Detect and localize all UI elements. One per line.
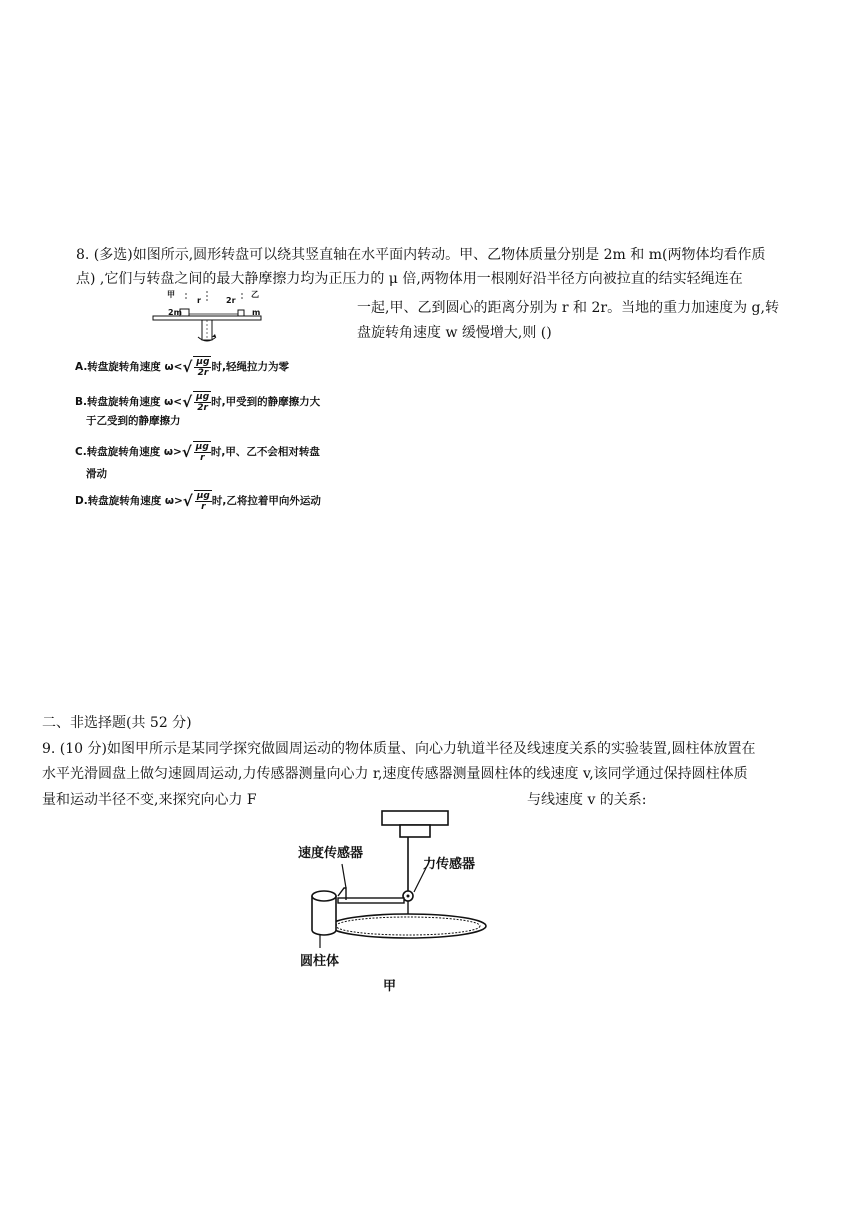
section-2-title: 二、非选择题(共 52 分) bbox=[42, 715, 192, 731]
q9-line-3a: 量和运动半径不变,来探究向心力 F bbox=[42, 792, 257, 808]
q9-line-2: 水平光滑圆盘上做匀速圆周运动,力传感器测量向心力 r,速度传感器测量圆柱体的线速度 v,该同学通过保持圆柱体质 bbox=[42, 766, 748, 782]
experiment-apparatus-figure bbox=[290, 808, 500, 958]
q9-line-3b: 与线速度 v 的关系: bbox=[527, 792, 647, 808]
label-m: m bbox=[252, 308, 261, 317]
cylinder bbox=[312, 896, 336, 935]
q8-line-2: 点) ,它们与转盘之间的最大静摩擦力均为正压力的 μ 倍,两物体用一根刚好沿半径方向被拉直的结实轻绳连在 bbox=[76, 271, 743, 287]
option-c-continued: 滑动 bbox=[86, 468, 107, 480]
rotating-disk bbox=[330, 914, 486, 938]
block-yi bbox=[238, 310, 244, 316]
option-a: A.转盘旋转角速度 ω<√ $\frac{\mu g}{2r}$ 时,轻绳拉力为零 bbox=[75, 357, 289, 378]
figure-caption-jia: 甲 bbox=[383, 979, 397, 994]
label-force-sensor: 力传感器 bbox=[423, 857, 476, 872]
option-b: B.转盘旋转角速度 ω<√ $\frac{\mu g}{2r}$ 时,甲受到的静摩擦力大 bbox=[75, 392, 321, 413]
label-speed-sensor: 速度传感器 bbox=[298, 846, 364, 861]
option-c: C.转盘旋转角速度 ω>√ $\frac{\mu g}{r}$ 时,甲、乙不会相对转盘 bbox=[75, 442, 320, 463]
label-r: r bbox=[197, 296, 201, 305]
q9-line-1: 9. (10 分)如图甲所示是某同学探究做圆周运动的物体质量、向心力轨道半径及线速度关系的实验装置,圆柱体放置在 bbox=[42, 741, 756, 757]
q8-line-1: 8. (多选)如图所示,圆形转盘可以绕其竖直轴在水平面内转动。甲、乙物体质量分别是 2m 和 m(两物体均看作质 bbox=[76, 247, 766, 263]
mount-plate bbox=[382, 811, 448, 825]
label-yi: 乙 bbox=[251, 290, 259, 299]
q8-line-3: 一起,甲、乙到圆心的距离分别为 r 和 2r。当地的重力加速度为 g,转 bbox=[357, 300, 779, 316]
label-2r: 2r bbox=[226, 296, 236, 305]
option-d: D.转盘旋转角速度 ω>√ $\frac{\mu g}{r}$ 时,乙将拉着甲向外运动 bbox=[75, 491, 321, 512]
label-2m: 2m bbox=[168, 308, 182, 317]
force-sensor bbox=[400, 825, 430, 837]
option-b-continued: 于乙受到的静摩擦力 bbox=[86, 415, 181, 427]
q8-line-4: 盘旋转角速度 w 缓慢增大,则 () bbox=[357, 325, 552, 341]
label-jia: 甲 bbox=[167, 290, 175, 299]
label-cylinder: 圆柱体 bbox=[300, 954, 340, 969]
